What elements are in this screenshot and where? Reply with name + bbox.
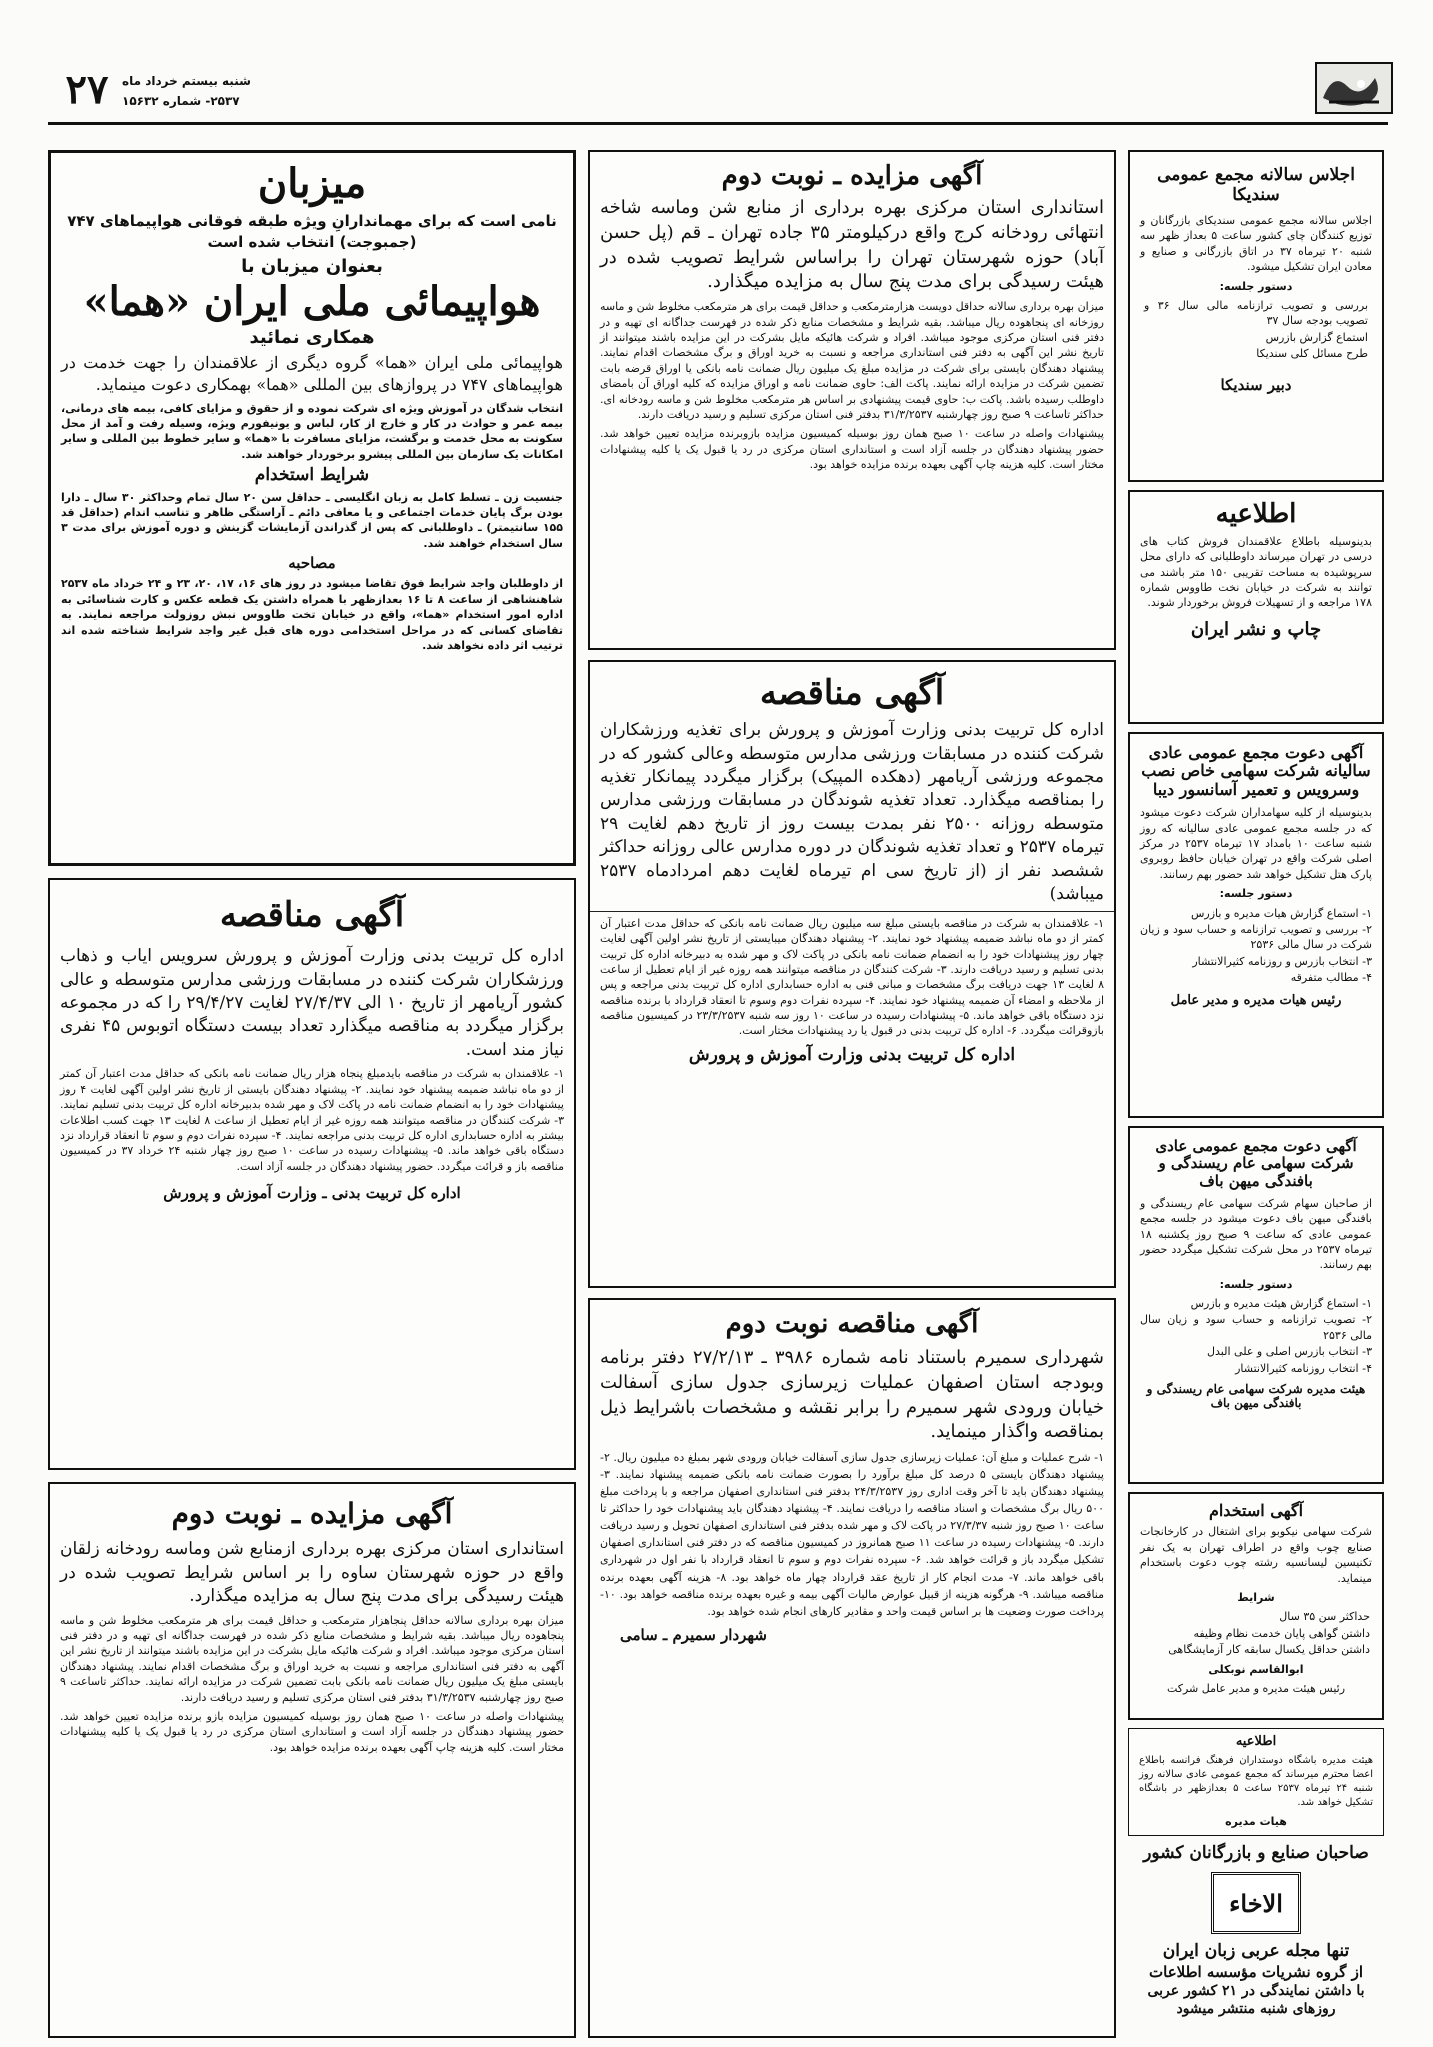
book-sales-notice: [1128, 490, 1384, 724]
textile-agenda-4: ۴- انتخاب روزنامه کثیرالانتشار: [1235, 1361, 1372, 1375]
textile-title: آگهی دعوت مجمع عمومی عادی شرکت سهامی عام ریسندگی و بافندگی میهن باف: [1155, 1137, 1357, 1190]
tender2-signature: شهردار سمیرم ـ سامی: [620, 1625, 767, 1644]
homa-intro: نامی است که برای مهماندارانِ ویژه طبقه فوقانی هواپیماهای ۷۴۷ (جمبوجت) انتخاب شده است: [67, 212, 557, 251]
gravel-auction-2-ad: [48, 1482, 576, 2038]
date-line: شنبه بیستم خرداد ماه: [122, 74, 251, 88]
homa-cond-title: شرایط استخدام: [254, 465, 370, 486]
issue-line: ۲۵۳۷- شماره ۱۵۶۳۲: [122, 94, 240, 108]
homa-benefits: انتخاب شدگان در آموزش ویژه ای شرکت نموده و از حقوق و مزایای کافی، بیمه های درمانی، بیمه عمر و حوادث در کار و خارج از کار، لباس و یونیفورم ویژه، وسیله رفت و آمد از محل سکونت به محل خدمت و برگشت، مزایای مسافرت با «هما» و سایر خطوط بین المللی و سایر امکانات یک سازمان بین المللی پیشرو برخوردار خواهند شد.: [61, 401, 563, 461]
homa-airline-hiring-ad: [48, 150, 576, 866]
textile-agenda-3: ۳- انتخاب بازرس اصلی و علی البدل: [1207, 1345, 1372, 1359]
page-header: [0, 0, 1433, 135]
textile-body: از صاحبان سهام شرکت سهامی عام ریسندگی و بافندگی میهن باف دعوت میشود در جلسه مجمع عمومی عادی که ساعت ۹ صبح روز یکشنبه ۱۸ تیرماه ۲۵۳۷ در محل شرکت تشکیل میگردد حضور بهم رسانند.: [1140, 1196, 1372, 1272]
textile-agenda-2: ۲- تصویب ترازنامه و حساب سود و زیان سال مالی ۲۵۳۶: [1140, 1313, 1372, 1342]
homa-cooperate: همکاری نمائید: [249, 327, 375, 349]
textile-signature: هیئت مدیره شرکت سهامی عام ریسندگی و بافندگی میهن باف: [1146, 1382, 1366, 1411]
homa-body: هواپیمائی ملی ایران «هما» گروه دیگری از علاقمندان را جهت خدمت در هواپیماهای ۷۴۷ در پروازهای بین المللی «هما» بهمکاری دعوت مینماید.: [61, 353, 563, 395]
union-signature: دبیر سندیکا: [1220, 375, 1292, 394]
book-notice-title: اطلاعیه: [1215, 499, 1297, 529]
homa-conds: جنسیت زن ـ تسلط کامل به زبان انگلیسی ـ حداقل سن ۲۰ سال تمام وحداکثر ۳۰ سال ـ دارا بودن برگ پایان خدمات اجتماعی و یا معافی دائم ـ آراستگی ظاهر و تناسب اندام (حداقل قد ۱۵۵ سانتیمتر) ـ داوطلبانی که پس از گذراندن آزمایشات گزینش و دوره آموزش برای مدت ۳ سال استخدام خواهند شد.: [61, 490, 563, 550]
auction1-title: آگهی مزایده ـ نوبت دوم: [721, 161, 983, 191]
french-club-notice: [1128, 1728, 1384, 1836]
club-notice-body: هیئت مدیره باشگاه دوستداران فرهنگ فرانسه باطلاع اعضا محترم میرساند که مجمع عمومی عادی سالانه روز شنبه ۲۴ تیرماه ۲۵۳۷ ساعت ۵ بعدازظهر در باشگاه تشکیل خواهد شد.: [1139, 1754, 1373, 1808]
union-agenda-title: دستور جلسه:: [1219, 279, 1293, 293]
elevator-company-assembly-ad: [1128, 732, 1384, 1118]
elevator-agenda-4: ۴- مطالب متفرقه: [1290, 971, 1372, 985]
al-akhaa-ad: [1128, 1842, 1384, 2037]
header-rule: [48, 122, 1388, 125]
hiring-cond-1: حداکثر سن ۳۵ سال: [1279, 1610, 1370, 1624]
auction1-details: میزان بهره برداری سالانه حداقل دویست هزارمترمکعب و حداقل قیمت برای هر مترمکعب مخلوط شن و ماسه روزخانه ای پنجاهوده ریال میباشد. بقیه شرایط و مشخصات منابع ذکر شده در فهرست جداگانه ای تهیه و در دفتر فنی استان مرکزی موجود میباشد. افراد و شرکت هائیکه مایل بشرکت در این مزایده باشند میتوانند از تاریخ نشر این آگهی به دفتر فنی استانداری مراجعه و نسبت به خرید اوراق و برگ مشخصات اقدام نمایند. پیشنهاد دهندگان بایستی برای شرکت در مزایده مبلغ یک میلیون ریال ضمانت نامه بانکی یا اوراق قرضه بابت تضمین شرکت در مزایده ارائه نمایند. پاکت الف: حاوی ضمانت نامه و اوراق مزایده که کلیه اوراق آن بامضای داوطلب رسیده باشد. پاکت ب: حاوی قیمت پیشنهادی بر اساس هر مترمکعب مخلوط شن و ماسه رودخانه ای. حداکثر تاساعت ۹ صبح روز چهارشنبه ۳۱/۳/۲۵۳۷ بدفتر فنی استان مرکزی تسلیم و رسید دریافت دارند.: [600, 300, 1104, 421]
tender1-title: آگهی مناقصه: [759, 673, 945, 713]
union-body: اجلاس سالانه مجمع عمومی سندیکای بازرگانان و توزیع کنندگان چای کشور ساعت ۵ بعداز ظهر سه شنبه ۲۰ تیرماه ۳۷ در اتاق بازرگانی و صنایع و معادن ایران تشکیل میشود.: [1140, 214, 1373, 274]
newspaper-logo: [1315, 62, 1393, 114]
tender3-title: آگهی مناقصه: [219, 895, 405, 935]
tender3-items: ۱- علاقمندان به شرکت در مناقصه بایدمبلغ پنجاه هزار ریال ضمانت نامه بانکی که حداقل مدت اعتبار آن کمتر از دو ماه نباشد ضمیمه پیشنهاد خود نمایند. ۲- پیشنهاد دهندگان بایستی از تاریخ نشر اولین آگهی لغایت ۴ روز پیشنهادات خود را به انضمام ضمانت نامه در پاکت لاک و مهر شده بدبیرخانه اداره کل تربیت بدنی تسلیم نمایند. ۳- شرکت کنندگان در مناقصه میتوانند همه روزه غیر از ایام تعطیل از ساعت ۸ لغایت ۱۳ جهت کسب اطلاعات بیشتر به اداره حسابداری اداره کل تربیت بدنی مراجعه نمایند. ۴- سپرده نفرات دوم و سوم تا انعقاد قرارداد نزد دستگاه باقی خواهد ماند. ۵- پیشنهادات رسیده در ساعت ۱۰ صبح روز چهار شنبه ۲۴ خرداد ۳۷ در کمیسیون مناقصه باز و قرائت میگردد. حضور پیشنهاد دهندگان در جلسه آزاد است.: [60, 1067, 565, 1173]
hiring-cond-title: شرایط: [1237, 1590, 1275, 1604]
elevator-agenda-2: ۲- بررسی و تصویب ترازنامه و حساب سود و زیان شرکت در سال مالی ۲۵۳۶: [1140, 922, 1372, 952]
hiring-signature: رئیس هیئت مدیره و مدیر عامل شرکت: [1166, 1681, 1346, 1695]
book-notice-signature: چاپ و نشر ایران: [1190, 618, 1322, 640]
homa-interview: از داوطلبان واجد شرایط فوق تقاضا میشود در روز های ۱۶، ۱۷، ۲۰، ۲۳ و ۲۴ خرداد ماه ۲۵۳۷ شاهنشاهی از ساعت ۸ تا ۱۶ بعدازظهر با همراه داشتن یک قطعه عکس و کارت شناسائی به اداره امور استخدام «هما»، واقع در خیابان تخت طاووس نبش روزولت مراجعه نمایند. به تقاضای کسانی که در مراحل استخدامی دوره های قبل غیر واجد شرایط شناخته شده اند ترتیب اثر داده نخواهد شد.: [61, 577, 564, 653]
union-meeting-ad: [1128, 150, 1384, 482]
textile-company-assembly-ad: [1128, 1126, 1384, 1484]
elevator-agenda-title: دستور جلسه:: [1219, 887, 1293, 901]
union-agenda-1: بررسی و تصویب ترازنامه مالی سال ۳۶ و تصویب بودجه سال ۳۷: [1144, 299, 1369, 328]
elevator-signature: رئیس هیات مدیره و مدیر عامل: [1170, 993, 1342, 1009]
homa-airline: هواپیمائی ملی ایران «هما»: [83, 278, 541, 326]
textile-agenda-title: دستور جلسه:: [1219, 1277, 1293, 1291]
akhaa-line-3: با داشتن نمایندگی در ۲۱ کشور عربی: [1147, 1982, 1365, 1999]
auction2-intro: استانداری استان مرکزی بهره برداری ازمنابع شن وماسه رودخانه زلقان واقع در حوزه شهرستان ساوه را بر اساس شرایط تصویب شده در هیئت رسیدگی برای مدت پنج سال به مزایده میگذارد.: [60, 1539, 564, 1607]
elevator-agenda-3: ۳- انتخاب بازرس و روزنامه کثیرالانتشار: [1192, 954, 1372, 968]
homa-title: میزبان: [257, 160, 367, 207]
akhaa-logo: [1211, 1872, 1301, 1934]
catering-tender-ad: [588, 660, 1116, 1288]
tender2-items: ۱- شرح عملیات و مبلغ آن: عملیات زیرسازی جدول سازی آسفالت خیابان ورودی شهر بمبلغ ده میلیون ریال. ۲- پیشنهاد دهندگان بایستی ۵ درصد کل مبلغ برآورد را بصورت ضمانت نامه بانکی ضمیمه پیشنهاد نمایند. ۳- پیشنهاد دهندگان باید تا آخر وقت اداری روز ۲۴/۳/۲۵۳۷ بدفتر فنی استانداری اصفهان مراجعه و با پرداخت مبلغ ۵۰۰ ریال برگ مشخصات و اسناد مناقصه را دریافت نمایند. ۴- پیشنهاد دهندگان باید پیشنهادات خود را حداکثر تا ساعت ۱۰ صبح روز شنبه ۲۷/۳/۳۷ در پاکت لاک و مهر شده بدفتر فنی استانداری اصفهان تحویل و رسید دریافت دارند. ۵- پیشنهادات رسیده در ساعت ۱۱ صبح همانروز در کمیسیون مناقصه که در دفتر فنی استانداری اصفهان تشکیل میگردد باز و قرائت خواهد شد. ۶- سپرده نفرات دوم و سوم تا انعقاد قرارداد با نفر اول در شهرداری باقی خواهد ماند. ۷- مدت انجام کار از تاریخ عقد قرارداد چهار ماه خواهد بود. ۸- هزینه آگهی بعهده برنده مناقصه میباشد. ۹- هرگونه هزینه از قبیل عوارض مالیات آگهی بیمه و غیره بعهده برنده مناقصه خواهد بود. ۱۰- پرداخت صورت وضعیت ها بر اساس قیمت واحد و مقادیر کارهای انجام شده خواهد بود.: [600, 1451, 1105, 1618]
book-notice-body: بدینوسیله باطلاع علاقمندان فروش کتاب های درسی در تهران میرساند داوطلبانی که دارای محل سرپوشیده به مساحت تقریبی ۱۵۰ متر باشند می توانند به شرکت در خیابان نخت طاووس شماره ۱۷۸ مراجعه و از تسهیلات فروش برخوردار شوند.: [1140, 534, 1373, 610]
tender2-title: آگهی مناقصه نوبت دوم: [725, 1309, 979, 1339]
club-notice-title: اطلاعیه: [1235, 1734, 1277, 1749]
auction1-closing: پیشنهادات واصله در ساعت ۱۰ صبح همان روز بوسیله کمیسیون مزایده بازوبرنده مزایده تعیین خواهد شد. حضور پیشنهاد دهندگان در جلسه آزاد است و استانداری استان مرکزی در رد یا قبول یک یا کلیه پیشنهادات مختار است. کلیه هزینه چاپ آگهی بعهده برنده مزایده خواهد بود.: [600, 427, 1104, 472]
tender1-items: ۱- علاقمندان به شرکت در مناقصه بایستی مبلغ سه میلیون ریال ضمانت نامه بانکی که حداقل مدت اعتبار آن کمتر از دو ماه نباشد ضمیمه پیشنهاد خود نمایند. ۲- پیشنهاد دهندگان میبایستی از تاریخ نشر اولین آگهی لغایت چهار روز پیشنهادات خود را به انضمام ضمانت نامه بانکی در پاکت لاک و مهر شده به دبیرخانه اداره کل تربیت بدنی تسلیم و رسید دریافت دارند. ۳- شرکت کنندگان در مناقصه میتوانند همه روزه غیر از ایام تعطیل از ساعت ۸ لغایت ۱۳ جهت دریافت برگ مشخصات و مبانی فنی به اداره حسابداری اداره کل تربیت بدنی مراجعه و پس از ملاحظه و امضاء آن ضمیمه پیشنهاد خود نمایند. ۴- سپرده نفرات دوم وسوم تا انعقاد قرارداد با برنده مناقصه نزد دستگاه باقی خواهد ماند. ۵- پیشنهادات رسیده در ساعت ۱۰ روز سه شنبه ۲۳/۳/۲۵۳۷ در کمیسیون مناقصه بازوقرائت میگردد. ۶- اداره کل تربیت بدنی در قبول یا رد پیشنهادات مختار است.: [600, 916, 1105, 1038]
auction2-title: آگهی مزایده ـ نوبت دوم: [171, 1497, 453, 1530]
bus-service-tender-ad: [48, 878, 576, 1470]
hiring-body: شرکت سهامی نیکوبو برای اشتغال در کارخانجات صنایع چوب واقع در اطراف تهران به یک نفر تکنیسین لیسانسیه رشته چوب دعوت باستخدام مینماید.: [1140, 1525, 1372, 1585]
elevator-body: بدینوسیله از کلیه سهامداران شرکت دعوت میشود که در جلسه مجمع عمومی عادی سالیانه که روز شنبه ساعت ۱۰ بامداد ۱۷ تیرماه ۲۵۳۷ در مرکز اصلی شرکت واقع در تهران خیابان حافظ روبروی پارک هتل تشکیل خواهد شد حضور بهم رسانند.: [1140, 806, 1372, 881]
akhaa-line-1: تنها مجله عربی زبان ایران: [1162, 1941, 1350, 1961]
textile-agenda-1: ۱- استماع گزارش هیئت مدیره و بازرس: [1190, 1297, 1372, 1311]
tender3-signature: اداره کل تربیت بدنی ـ وزارت آموزش و پرورش: [163, 1184, 461, 1203]
union-agenda-3: طرح مسائل کلی سندیکا: [1256, 347, 1368, 361]
auction1-intro: استانداری استان مرکزی بهره برداری از منابع شن وماسه شاخه انتهائی رودخانه کرج واقع درکیلومتر ۳۵ جاده تهران ـ قم (پل حسن آباد) حوزه شهرستان تهران را براساس شرایط تصویب شده در هیئت رسیدگی برای مدت پنج سال به مزایده میگذارد.: [600, 196, 1104, 293]
hiring-cond-2: داشتن گواهی پایان خدمت نظام وظیفه: [1193, 1626, 1370, 1640]
semirom-paving-tender-ad: [588, 1298, 1116, 2038]
logo-ornament-icon: [1317, 64, 1391, 112]
hiring-title: آگهی استخدام: [1208, 1501, 1304, 1520]
tender2-intro: شهرداری سمیرم باستناد نامه شماره ۳۹۸۶ ـ ۲۷/۲/۱۳ دفتر برنامه وبودجه استان اصفهان عملیات زیرسازی جدول سازی آسفالت خیابان ورودی شهر سمیرم را برابر نقشه و مشخصات باشرایط ذیل بمناقصه واگذار مینماید.: [600, 1346, 1104, 1443]
homa-interview-title: مصاحبه: [288, 554, 336, 573]
page-number: ۲۷: [65, 66, 109, 113]
auction2-closing: پیشنهادات واصله در ساعت ۱۰ صبح همان روز بوسیله کمیسیون مزایده بازو برنده مزایده تعیین خواهد شد. حضور پیشنهاد دهندگان در جلسه آزاد است و استانداری استان مرکزی در رد یا قبول یک یا کلیه پیشنهادات مختار است. کلیه هزینه چاپ آگهی بعهده برنده مزایده خواهد بود.: [60, 1709, 564, 1754]
akhaa-top: صاحبان صنایع و بازرگانان کشور: [1143, 1843, 1369, 1863]
akhaa-logo-text: الاخاء: [1229, 1888, 1283, 1918]
gravel-auction-1-ad: [588, 150, 1116, 650]
hiring-ad: [1128, 1492, 1384, 1720]
elevator-agenda-1: ۱- استماع گزارش هیات مدیره و بازرس: [1190, 906, 1372, 920]
akhaa-line-2: از گروه نشریات مؤسسه اطلاعات: [1149, 1962, 1363, 1981]
tender1-intro: اداره کل تربیت بدنی وزارت آموزش و پرورش برای تغذیه ورزشکاران شرکت کننده در مسابقات ورزشی مدارس متوسطه وعالی کشور که در مجموعه ورزشی آریامهر (دهکده المپیک) برگزار میگردد پیمانکار تغذیه را بمناقصه میگذارد. تعداد تغذیه شوندگان در مسابقات ورزشی مدارس متوسطه روزانه ۲۵۰۰ نفر بمدت بیست روز از تاریخ دهم لغایت ۲۹ تیرماه ۲۵۳۷ و تعداد تغذیه شوندگان در دوره مدارس عالی روزانه حداکثر ششصد نفر از (از تاریخ سی ام تیرماه لغایت دهم امردادماه ۲۵۳۷ میباشد): [600, 720, 1104, 905]
tender1-signature: اداره کل تربیت بدنی وزارت آموزش و پرورش: [688, 1044, 1016, 1065]
union-agenda-2: استماع گزارش بازرس: [1265, 330, 1368, 344]
tender3-intro: اداره کل تربیت بدنی وزارت آموزش و پرورش سرویس ایاب و ذهاب ورزشکاران شرکت کننده در مسابقات ورزشی مدارس متوسطه و عالی کشور آریامهر از تاریخ ۱۰ الی ۲۷/۴/۳۷ لغایت ۲۹/۴/۲۷ را که در مجموعه برگزار میگردد به مناقصه میگذارد تعداد بیست دستگاه اتوبوس ۴۵ نفری نیاز مند است.: [60, 946, 564, 1060]
auction2-details: میزان بهره برداری سالانه حداقل پنجاهزار مترمکعب و حداقل قیمت برای هر مترمکعب مخلوط شن و ماسه پنجاهوده ریال میباشد. بقیه شرایط و مشخصات منابع ذکر شده در فهرست جداگانه ای تهیه و در دفتر فنی استان مرکزی موجود میباشد. افراد و شرکت هائیکه مایل بشرکت در این مزایده باشند میتوانند از تاریخ نشر این آگهی به دفتر فنی استانداری مراجعه و نسبت به خرید اوراق و برگ مشخصات اقدام نمایند. پیشنهاد دهندگان بایستی مبلغ یک میلیون ریال ضمانت نامه بانکی بابت تضمین شرکت در مزایده ارائه نمایند. حداکثر تاساعت ۹ صبح روز چهارشنبه ۳۱/۳/۲۵۳۷ بدفتر فنی استان مرکزی تسلیم و رسید دریافت دارند.: [60, 1613, 564, 1704]
elevator-title: آگهی دعوت مجمع عمومی عادی سالیانه شرکت سهامی خاص نصب وسرویس و تعمیر آسانسور دیبا: [1141, 743, 1371, 799]
hiring-contact: ابوالقاسم نوبکلی: [1208, 1662, 1304, 1676]
hiring-cond-3: داشتن حداقل یکسال سابقه کار آزمایشگاهی: [1168, 1643, 1370, 1657]
union-title: اجلاس سالانه مجمع عمومی سندیکا: [1157, 165, 1355, 205]
homa-subtitle: بعنوان میزبان با: [241, 256, 383, 278]
akhaa-line-4: روزهای شنبه منتشر میشود: [1176, 2000, 1336, 2017]
club-notice-signature: هیات مدیره: [1225, 1814, 1287, 1828]
